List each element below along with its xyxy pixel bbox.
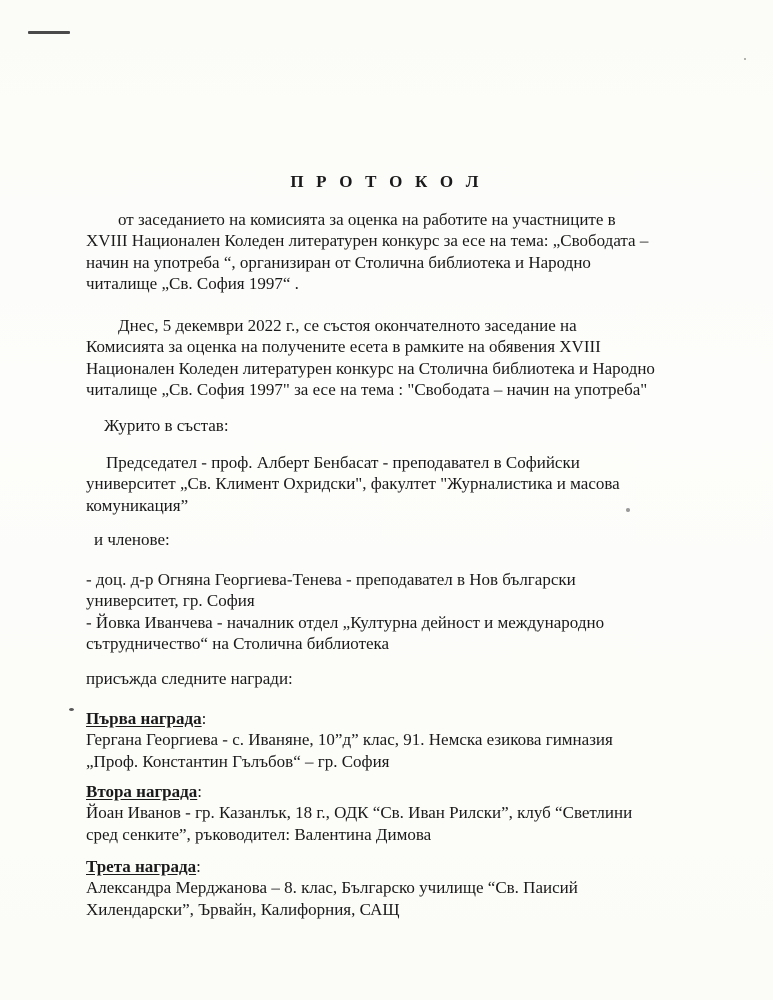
member-line: - Йовка Иванчева - началник отдел „Културна дейност и международно <box>86 612 605 632</box>
member-line: сътрудничество“ на Столична библиотека <box>86 633 390 653</box>
award-heading-text: Първа награда <box>86 709 202 728</box>
award-line: Йоан Иванов - гр. Казанлък, 18 г., ОДК “Св. Иван Рилски”, клуб “Светлини <box>86 803 633 823</box>
member-line: - доц. д-р Огняна Георгиева-Тенева - преподавател в Нов български <box>86 570 576 589</box>
intro-line: читалище „Св. София 1997“ . <box>86 273 299 293</box>
award-line: Гергана Георгиева - с. Иваняне, 10”д” клас, 91. Немска езикова гимназия <box>86 730 613 750</box>
scan-speck <box>69 708 74 711</box>
jury-heading <box>86 415 686 436</box>
chairman-line: Председател - проф. Алберт Бенбасат - преподавател в Софийски <box>106 453 580 472</box>
award-heading-text: Втора награда <box>86 782 198 801</box>
award-line: „Проф. Константин Гълъбов“ – гр. София <box>86 751 390 771</box>
chairman-paragraph <box>86 452 686 516</box>
intro-line: от заседанието на комисията за оценка на работите на участниците в <box>118 210 616 229</box>
meeting-line: читалище „Св. София 1997" за есе на тема : "Свободата – начин на употреба" <box>86 379 648 399</box>
scan-mark <box>28 31 70 34</box>
members-heading-text: и членове: <box>94 530 170 549</box>
meeting-line: Днес, 5 декември 2022 г., се състоя окончателното заседание на <box>118 316 577 335</box>
chairman-line: комуникация” <box>86 495 189 515</box>
meeting-line: Национален Коледен литературен конкурс на Столична библиотека и Народно <box>86 358 655 378</box>
member-line: университет, гр. София <box>86 591 255 611</box>
intro-paragraph <box>86 209 686 294</box>
jury-heading-text: Журито в състав: <box>104 416 229 435</box>
chairman-line: университет „Св. Климент Охридски", факултет "Журналистика и масова <box>86 474 620 494</box>
members-list <box>86 569 686 654</box>
award-heading-text: Трета награда <box>86 857 197 876</box>
members-heading <box>86 529 686 550</box>
award-line: Александра Мерджанова – 8. клас, Българско училище “Св. Паисий <box>86 878 578 898</box>
award-second <box>86 781 686 845</box>
scan-speck <box>744 58 746 60</box>
award-heading: Първа награда: <box>86 709 207 728</box>
intro-line: начин на употреба “, организиран от Столична библиотека и Народно <box>86 252 591 272</box>
award-heading: Трета награда: <box>86 857 201 876</box>
meeting-line: Комисията за оценка на получените есета в рамките на обявения XVIII <box>86 337 601 357</box>
meeting-paragraph <box>86 315 686 400</box>
awards-intro <box>86 668 686 689</box>
award-line: сред сенките”, ръководител: Валентина Димова <box>86 824 432 844</box>
award-first <box>86 708 686 772</box>
document-title: П Р О Т О К О Л <box>290 172 483 191</box>
intro-line: XVIII Национален Коледен литературен конкурс за есе на тема: „Свободата – <box>86 231 649 251</box>
award-third <box>86 856 686 920</box>
award-line: Хилендарски”, Ървайн, Калифорния, САЩ <box>86 899 400 919</box>
award-heading: Втора награда: <box>86 782 202 801</box>
awards-intro-text: присъжда следните награди: <box>86 669 293 688</box>
